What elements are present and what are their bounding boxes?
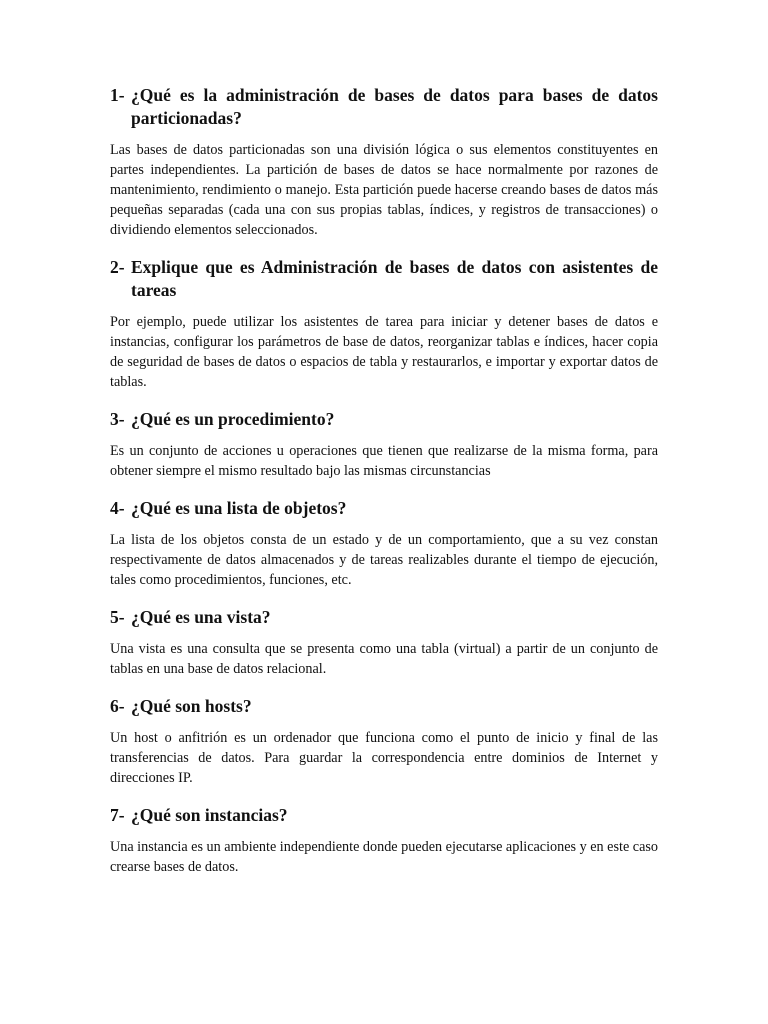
section-heading (110, 256, 658, 302)
section-number: 1- (110, 85, 125, 105)
section-heading (110, 804, 658, 827)
section-2 (110, 256, 658, 392)
section-title: ¿Qué es un procedimiento? (131, 409, 335, 429)
section-heading (110, 606, 658, 629)
section-body: Una vista es una consulta que se presenta como una tabla (virtual) a partir de un conjunto de tablas en una base de datos relacional. (110, 641, 658, 677)
section-title: ¿Qué es una vista? (131, 607, 271, 627)
section-5 (110, 606, 658, 679)
section-number: 5- (110, 607, 125, 627)
section-6 (110, 695, 658, 788)
section-7 (110, 804, 658, 877)
section-body: Es un conjunto de acciones u operaciones que tienen que realizarse de la misma forma, para obtener siempre el mismo resultado bajo las mismas circunstancias (110, 443, 658, 479)
section-heading (110, 497, 658, 520)
section-number: 2- (110, 257, 125, 277)
section-number: 6- (110, 696, 125, 716)
section-body: La lista de los objetos consta de un estado y de un comportamiento, que a su vez constan respectivamente de datos almacenados y de tareas realizables durante el tiempo de ejecución, tales como procedimientos, funciones, etc. (110, 532, 658, 588)
section-title: ¿Qué es la administración de bases de datos para bases de datos particionadas? (131, 85, 658, 128)
section-3 (110, 408, 658, 481)
section-number: 3- (110, 409, 125, 429)
section-number: 4- (110, 498, 125, 518)
section-1 (110, 84, 658, 240)
section-heading (110, 84, 658, 130)
section-title: ¿Qué son instancias? (131, 805, 288, 825)
section-number: 7- (110, 805, 125, 825)
section-title: Explique que es Administración de bases de datos con asistentes de tareas (131, 257, 658, 300)
section-body: Por ejemplo, puede utilizar los asistentes de tarea para iniciar y detener bases de datos e instancias, configurar los parámetros de base de datos, reorganizar tablas e índices, hacer copia de seguridad de bases de datos o espacios de tabla y restaurarlos, e importar y exportar datos de tablas. (110, 314, 658, 390)
section-body: Una instancia es un ambiente independiente donde pueden ejecutarse aplicaciones y en este caso crearse bases de datos. (110, 839, 658, 875)
section-heading (110, 695, 658, 718)
section-title: ¿Qué son hosts? (131, 696, 252, 716)
section-4 (110, 497, 658, 590)
section-heading (110, 408, 658, 431)
section-title: ¿Qué es una lista de objetos? (131, 498, 347, 518)
section-body: Las bases de datos particionadas son una división lógica o sus elementos constituyentes en partes independientes. La partición de bases de datos se hace normalmente por razones de mantenimiento, rendimiento o manejo. Esta partición puede hacerse creando bases de datos más pequeñas separadas (cada una con sus propias tablas, índices, y registros de transacciones) o dividiendo elementos seleccionados. (110, 142, 658, 238)
section-body: Un host o anfitrión es un ordenador que funciona como el punto de inicio y final de las transferencias de datos. Para guardar la correspondencia entre dominios de Internet y direcciones IP. (110, 730, 658, 786)
